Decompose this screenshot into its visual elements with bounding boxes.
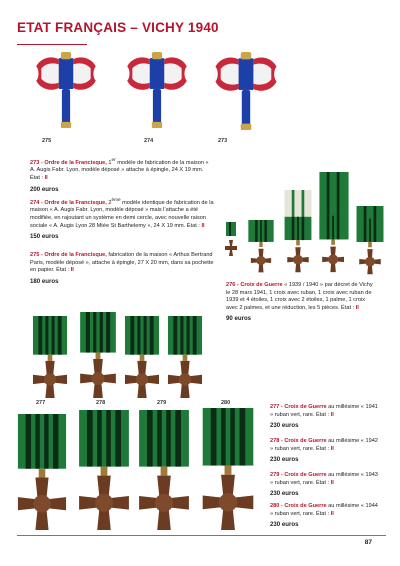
croix-277	[16, 414, 68, 530]
caption-275: 275	[42, 138, 52, 144]
croix-276-a	[246, 220, 276, 274]
francisque-badge-275	[36, 52, 96, 128]
caption-273: 273	[218, 138, 228, 144]
caption-277: 277	[36, 400, 46, 406]
lot-279: 279 - Croix de Guerre au millésime « 1943 » ruban vert, rare. État : II 230 euros	[270, 472, 378, 498]
croix-group-2	[78, 312, 118, 398]
croix-278	[78, 410, 130, 530]
lot-273: 273 - Ordre de la Francisque, 1er modèle de fabrication de la maison « A. Augis Fabr. Lyon, modèle déposé » attache à épingle, 24 X 19 mm. État : II 200 euros	[30, 157, 209, 193]
croix-group-3	[122, 316, 162, 398]
caption-280: 280	[221, 400, 231, 406]
croix-276-b	[283, 190, 313, 274]
croix-276-c	[318, 172, 350, 274]
francisque-badge-274	[127, 52, 187, 128]
lot-278: 278 - Croix de Guerre au millésime « 1942 » ruban vert, rare. État : II 230 euros	[270, 438, 378, 464]
croix-reduction-276	[224, 222, 238, 262]
caption-279: 279	[157, 400, 167, 406]
croix-280	[202, 408, 254, 530]
lot-277: 277 - Croix de Guerre au millésime « 1941 » ruban vert, rare. État : II 230 euros	[270, 404, 378, 430]
croix-276-d	[355, 206, 385, 276]
lot-280: 280 - Croix de Guerre au millésime « 1944 » ruban vert, rare. État : II 230 euros	[270, 503, 378, 529]
caption-274: 274	[144, 138, 154, 144]
croix-279	[138, 410, 190, 530]
page-title: ETAT FRANÇAIS – VICHY 1940	[17, 20, 219, 35]
title-underline	[17, 44, 87, 45]
lot-274: 274 - Ordre de la Francisque, 2ème modèle identique de fabrication de la maison « A. Augis Fabr. Lyon, modèle déposé » mais l’attache a été modifiée, en rajoutant un système en demi cercle, avec nouvelle raison sociale « A. Augis Lyon 28 Mtée St Barthelemy », 24 X 19 mm. État : II 150 euros	[30, 197, 214, 241]
footer-rule	[17, 535, 386, 536]
croix-group-1	[30, 316, 70, 398]
lot-276: 276 - Croix de Guerre « 1939 / 1940 » par décret de Vichy le 28 mars 1941, 1 croix avec ruban, 1 croix avec ruban de 1939 et 4 étoiles, 1 croix avec 2 étoiles, 1 palme, 1 croix avec 2 palmes, et une réduction, les 5 pièces. État : II 90 euros	[226, 282, 373, 323]
lot-275: 275 - Ordre de la Francisque, fabrication de la maison « Arthus Bertrand Paris, modèle déposé », attache à épingle, 27 X 20 mm, dans sa pochette en papier. État : II 180 euros	[30, 252, 214, 285]
croix-group-4	[166, 316, 204, 398]
francisque-badge-273	[215, 52, 277, 130]
page-number: 87	[364, 539, 372, 546]
caption-278: 278	[96, 400, 106, 406]
